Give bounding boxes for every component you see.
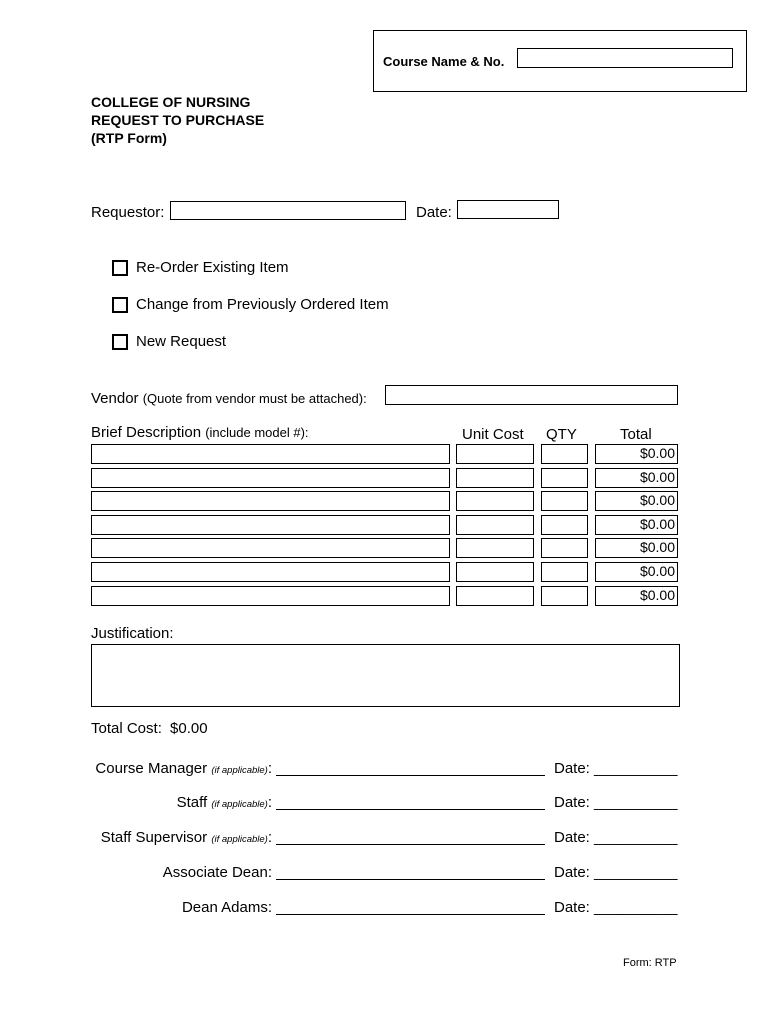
description-header	[91, 424, 309, 441]
total-cost-value: $0.00	[170, 720, 208, 737]
course-name-label: Course Name & No.	[383, 54, 505, 69]
staff-date[interactable]: Date: __________	[554, 794, 678, 811]
form-id: Form: RTP	[623, 957, 677, 969]
course-manager-signature-line[interactable]	[276, 775, 545, 776]
unit-cost-field[interactable]	[456, 468, 534, 488]
staff-signature-line[interactable]	[276, 809, 545, 810]
description-field[interactable]	[91, 444, 450, 464]
description-field[interactable]	[91, 562, 450, 582]
row-total: $0.00	[595, 468, 678, 488]
qty-field[interactable]	[541, 538, 588, 558]
description-field[interactable]	[91, 515, 450, 535]
dean-adams-date[interactable]: Date: __________	[554, 899, 678, 916]
justification-field[interactable]	[91, 644, 680, 707]
new-request-label: New Request	[136, 333, 227, 350]
unit-cost-header: Unit Cost	[462, 426, 524, 443]
staff-note: (if applicable)	[211, 799, 268, 810]
vendor-note: (Quote from vendor must be attached):	[142, 391, 367, 406]
qty-field[interactable]	[541, 586, 588, 606]
course-manager-colon: :	[267, 760, 272, 777]
new-request-checkbox[interactable]	[112, 334, 128, 350]
vendor-label	[91, 390, 367, 407]
form-title-line1: COLLEGE OF NURSING	[91, 94, 251, 110]
description-field[interactable]	[91, 538, 450, 558]
total-header: Total	[620, 426, 652, 443]
justification-label: Justification:	[91, 625, 174, 642]
unit-cost-field[interactable]	[456, 444, 534, 464]
staff-supervisor-name: Staff Supervisor	[100, 829, 208, 846]
row-total: $0.00	[595, 538, 678, 558]
staff-supervisor-date[interactable]: Date: __________	[554, 829, 678, 846]
change-checkbox[interactable]	[112, 297, 128, 313]
staff-supervisor-colon: :	[267, 829, 272, 846]
row-total: $0.00	[595, 562, 678, 582]
course-manager-date[interactable]: Date: __________	[554, 760, 678, 777]
reorder-label: Re-Order Existing Item	[136, 259, 289, 276]
qty-header: QTY	[546, 426, 577, 443]
form-title-line2: REQUEST TO PURCHASE	[91, 112, 265, 128]
associate-dean-signature-line[interactable]	[276, 879, 545, 880]
qty-field[interactable]	[541, 444, 588, 464]
description-header-note: (include model #):	[205, 425, 309, 440]
form-title-line3: (RTP Form)	[91, 130, 167, 146]
requestor-field[interactable]	[170, 201, 406, 220]
request-date-label: Date:	[416, 204, 452, 221]
description-field[interactable]	[91, 468, 450, 488]
qty-field[interactable]	[541, 562, 588, 582]
associate-dean-label: Associate Dean:	[162, 864, 272, 881]
staff-supervisor-signature-line[interactable]	[276, 844, 545, 845]
course-name-field[interactable]	[517, 48, 733, 68]
staff-name: Staff	[176, 794, 208, 811]
course-manager-note: (if applicable)	[211, 765, 268, 776]
staff-colon: :	[267, 794, 272, 811]
unit-cost-field[interactable]	[456, 515, 534, 535]
change-label: Change from Previously Ordered Item	[136, 296, 389, 313]
total-cost-text: Total Cost:	[91, 720, 162, 737]
description-header-text: Brief Description	[91, 424, 202, 441]
unit-cost-field[interactable]	[456, 538, 534, 558]
row-total: $0.00	[595, 586, 678, 606]
description-field[interactable]	[91, 491, 450, 511]
dean-adams-signature-line[interactable]	[276, 914, 545, 915]
associate-dean-date[interactable]: Date: __________	[554, 864, 678, 881]
staff-supervisor-note: (if applicable)	[211, 834, 268, 845]
qty-field[interactable]	[541, 468, 588, 488]
unit-cost-field[interactable]	[456, 562, 534, 582]
total-cost-label	[91, 720, 208, 737]
staff-supervisor-label	[101, 829, 272, 846]
vendor-field[interactable]	[385, 385, 678, 405]
requestor-label: Requestor:	[91, 204, 165, 221]
unit-cost-field[interactable]	[456, 586, 534, 606]
course-manager-label	[95, 760, 272, 777]
staff-label	[177, 794, 272, 811]
reorder-checkbox[interactable]	[112, 260, 128, 276]
qty-field[interactable]	[541, 515, 588, 535]
unit-cost-field[interactable]	[456, 491, 534, 511]
vendor-label-text: Vendor	[91, 390, 139, 407]
row-total: $0.00	[595, 444, 678, 464]
description-field[interactable]	[91, 586, 450, 606]
qty-field[interactable]	[541, 491, 588, 511]
dean-adams-label: Dean Adams:	[181, 899, 272, 916]
row-total: $0.00	[595, 491, 678, 511]
course-manager-name: Course Manager	[95, 760, 208, 777]
request-date-field[interactable]	[457, 200, 559, 219]
row-total: $0.00	[595, 515, 678, 535]
